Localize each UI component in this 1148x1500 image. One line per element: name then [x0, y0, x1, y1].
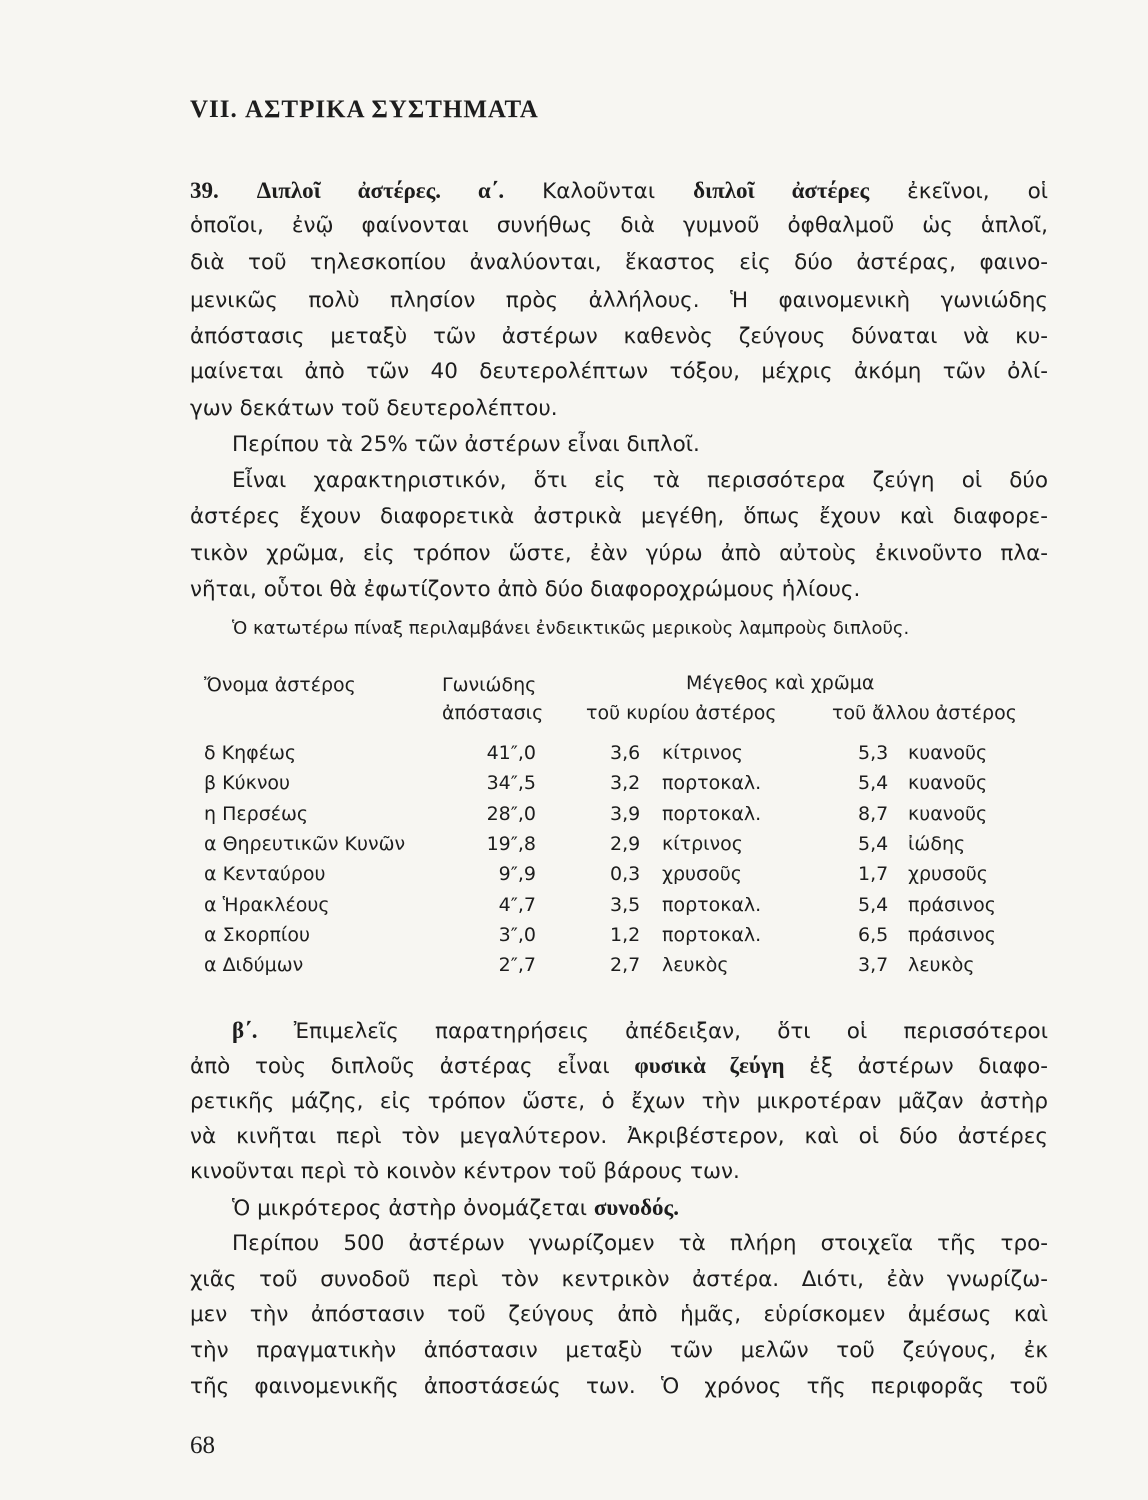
- header-other-star: τοῦ ἄλλου ἀστέρος: [832, 702, 1017, 724]
- cell-other-color: κυανοῦς: [908, 772, 988, 795]
- text-line: γων δεκάτων τοῦ δευτερολέπτου.: [190, 396, 558, 421]
- beta-line2-end: ἐξ ἀστέρων διαφο-: [809, 1054, 1049, 1079]
- text-line: μενικῶς πολὺ πλησίον πρὸς ἀλλήλους. Ἡ φαινομενικὴ γωνιώδης: [190, 288, 1048, 313]
- cell-star-name: α Σκορπίου: [204, 923, 310, 946]
- cell-main-color: λευκὸς: [662, 954, 729, 977]
- beta-line1: Ἐπιμελεῖς παρατηρήσεις ἀπέδειξαν, ὅτι οἱ περισσότεροι: [293, 1019, 1048, 1044]
- header-distance-1: Γωνιώδης: [442, 674, 537, 696]
- cell-distance: 34″,5: [486, 772, 536, 795]
- cell-other-color: κυανοῦς: [908, 802, 988, 825]
- cell-other-color: χρυσοῦς: [908, 863, 988, 886]
- cell-main-color: πορτοκαλ.: [662, 923, 762, 946]
- text-line: διὰ τοῦ τηλεσκοπίου ἀναλύονται, ἕκαστος εἰς δύο ἀστέρας, φαινο-: [190, 250, 1048, 275]
- synodos-start: Ὁ μικρότερος ἀστὴρ ὀνομάζεται: [232, 1196, 588, 1221]
- cell-other-magnitude: 6,5: [858, 923, 889, 946]
- cell-main-magnitude: 3,2: [610, 772, 641, 795]
- paragraph-25-percent: Περίπου τὰ 25% τῶν ἀστέρων εἶναι διπλοῖ.: [232, 432, 700, 457]
- chapter-title: VII. ΑΣΤΡΙΚΑ ΣΥΣΤΗΜΑΤΑ: [190, 96, 539, 123]
- cell-main-color: κίτρινος: [662, 742, 743, 764]
- beta-label: β΄.: [232, 1018, 258, 1043]
- cell-star-name: α Διδύμων: [204, 954, 304, 977]
- text-line: τικὸν χρῶμα, εἰς τρόπον ὥστε, ἐὰν γύρω ἀπὸ αὐτοὺς ἐκινοῦντο πλα-: [190, 541, 1048, 566]
- header-name: Ὄνομα ἀστέρος: [204, 674, 356, 696]
- text-line: τῆς φαινομενικῆς ἀποστάσεώς των. Ὁ χρόνος τῆς περιφορᾶς τοῦ: [190, 1374, 1048, 1399]
- section-number: 39.: [190, 178, 219, 203]
- beta-first-line: [232, 1016, 1048, 1047]
- text-line: ρετικῆς μάζης, εἰς τρόπον ὥστε, ὁ ἔχων τὴν μικροτέραν μᾶζαν ἀστὴρ: [190, 1089, 1048, 1114]
- header-magnitude-color: Μέγεθος καὶ χρῶμα: [686, 672, 875, 694]
- cell-star-name: α Ἡρακλέους: [204, 893, 330, 916]
- text-line: χιᾶς τοῦ συνοδοῦ περὶ τὸν κεντρικὸν ἀστέρα. Διότι, ἐὰν γνωρίζω-: [190, 1267, 1048, 1292]
- cell-other-color: λευκὸς: [908, 954, 975, 977]
- cell-star-name: α Θηρευτικῶν Κυνῶν: [204, 832, 406, 855]
- beta-line2-start: ἀπὸ τοὺς διπλοῦς ἀστέρας εἶναι: [190, 1054, 610, 1079]
- cell-distance: 4″,7: [498, 893, 536, 916]
- cell-other-color: κυανοῦς: [908, 742, 988, 764]
- cell-main-color: πορτοκαλ.: [662, 802, 762, 825]
- header-main-star: τοῦ κυρίου ἀστέρος: [586, 702, 777, 724]
- term-double-stars: διπλοῖ ἀστέρες: [693, 178, 870, 203]
- cell-main-color: πορτοκαλ.: [662, 893, 762, 916]
- table-intro: Ὁ κατωτέρω πίναξ περιλαμβάνει ἐνδεικτικῶς μερικοὺς λαμπροὺς διπλοῦς.: [232, 618, 910, 639]
- cell-main-color: κίτρινος: [662, 832, 743, 855]
- text-line: κινοῦνται περὶ τὸ κοινὸν κέντρον τοῦ βάρους των.: [190, 1159, 740, 1184]
- text-line: νῆται, οὗτοι θὰ ἐφωτίζοντο ἀπὸ δύο διαφοροχρώμους ἡλίους.: [190, 577, 861, 602]
- cell-main-color: πορτοκαλ.: [662, 772, 762, 795]
- text-line: τὴν πραγματικὴν ἀπόστασιν μεταξὺ τῶν μελῶν τοῦ ζεύγους, ἐκ: [190, 1338, 1048, 1363]
- term-physical-pairs: φυσικὰ ζεύγη: [634, 1053, 785, 1078]
- text-line: Εἶναι χαρακτηριστικόν, ὅτι εἰς τὰ περισσότερα ζεύγη οἱ δύο: [232, 468, 1048, 493]
- cell-other-color: πράσινος: [908, 923, 996, 946]
- cell-distance: 3″,0: [498, 923, 536, 946]
- text-line: μεν τὴν ἀπόστασιν τοῦ ζεύγους ἀπὸ ἡμᾶς, εὑρίσκομεν ἀμέσως καὶ: [190, 1302, 1048, 1327]
- cell-star-name: η Περσέως: [204, 802, 309, 825]
- text-line: ἀπόστασις μεταξὺ τῶν ἀστέρων καθενὸς ζεύγους δύναται νὰ κυ-: [190, 324, 1048, 349]
- cell-star-name: β Κύκνου: [204, 772, 291, 795]
- header-distance-2: ἀπόστασις: [442, 702, 544, 724]
- cell-star-name: δ Κηφέως: [204, 742, 297, 764]
- text-line: Περίπου 500 ἀστέρων γνωρίζομεν τὰ πλήρη στοιχεῖα τῆς τρο-: [232, 1231, 1048, 1256]
- beta-second-line: [190, 1051, 1048, 1082]
- cell-main-magnitude: 3,5: [610, 893, 641, 916]
- text-line: νὰ κινῆται περὶ τὸν μεγαλύτερον. Ἀκριβέστερον, καὶ οἱ δύο ἀστέρες: [190, 1124, 1048, 1149]
- cell-star-name: α Κενταύρου: [204, 863, 326, 886]
- cell-main-magnitude: 3,9: [610, 802, 641, 825]
- cell-distance: 41″,0: [486, 742, 536, 764]
- section-heading: Διπλοῖ ἀστέρες. α΄.: [256, 178, 505, 203]
- cell-other-magnitude: 8,7: [858, 802, 889, 825]
- cell-main-magnitude: 0,3: [610, 863, 641, 886]
- cell-other-magnitude: 5,4: [858, 772, 889, 795]
- cell-distance: 9″,9: [498, 863, 536, 886]
- cell-main-color: χρυσοῦς: [662, 863, 742, 886]
- cell-other-magnitude: 5,4: [858, 832, 889, 855]
- cell-distance: 19″,8: [486, 832, 536, 855]
- line1-rest: ἐκεῖνοι, οἱ: [907, 179, 1049, 204]
- cell-other-color: ἰώδης: [908, 832, 966, 855]
- cell-main-magnitude: 2,9: [610, 832, 641, 855]
- term-synodos: συνοδός.: [593, 1195, 680, 1220]
- cell-other-magnitude: 1,7: [858, 863, 889, 886]
- text-line: μαίνεται ἀπὸ τῶν 40 δευτερολέπτων τόξου, μέχρις ἀκόμη τῶν ὀλί-: [190, 359, 1048, 384]
- synodos-line: [232, 1193, 1048, 1224]
- cell-other-magnitude: 3,7: [858, 954, 889, 977]
- cell-other-magnitude: 5,4: [858, 893, 889, 916]
- cell-other-magnitude: 5,3: [858, 742, 889, 764]
- cell-distance: 2″,7: [498, 954, 536, 977]
- cell-distance: 28″,0: [486, 802, 536, 825]
- page-number: 68: [190, 1432, 215, 1459]
- cell-main-magnitude: 2,7: [610, 954, 641, 977]
- cell-main-magnitude: 3,6: [610, 742, 641, 764]
- lead-word: Καλοῦνται: [542, 179, 656, 204]
- section-first-line: [190, 176, 1048, 207]
- text-line: ἀστέρες ἔχουν διαφορετικὰ ἀστρικὰ μεγέθη, ὅπως ἔχουν καὶ διαφορε-: [190, 504, 1048, 529]
- text-line: ὁποῖοι, ἐνῷ φαίνονται συνήθως διὰ γυμνοῦ ὀφθαλμοῦ ὡς ἁπλοῖ,: [190, 213, 1048, 238]
- cell-other-color: πράσινος: [908, 893, 996, 916]
- cell-main-magnitude: 1,2: [610, 923, 641, 946]
